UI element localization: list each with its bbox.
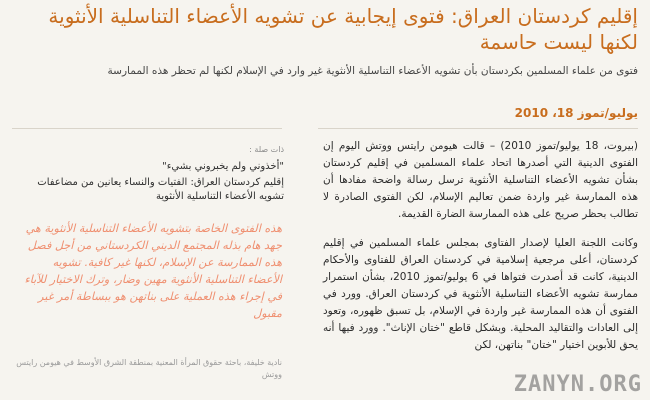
article-title: إقليم كردستان العراق: فتوى إيجابية عن تشويه الأعضاء التناسلية الأنثوية لكنها ليست حاسمة: [48, 4, 638, 54]
related-sidebar: [12, 144, 284, 206]
related-link-1[interactable]: "أخذوني ولم يخبروني بشيء": [162, 161, 284, 172]
body-paragraph-1: (بيروت، 18 يوليو/تموز 2010) – قالت هيومن رايتس ووتش اليوم إن الفتوى الدينية التي أصدرها اتحاد علماء المسلمين في إقليم كردستان بشأن تشويه الأعضاء التناسلية الأنثوية ترسل رسالة واضحة مفادها أن هذه الممارسة غير واردة ضمن تعاليم الإسلام، لكن الفتوى الصادرة لا تطالب بحظر صريح على هذه الممارسة الضارة القديمة.: [323, 140, 638, 220]
article-subtitle: فتوى من علماء المسلمين بكردستان بأن تشويه الأعضاء التناسلية الأنثوية غير وارد في الإسلام لكنها لم تحظر هذه الممارسة: [107, 65, 638, 77]
sidebar-divider: [12, 128, 282, 129]
body-paragraph-2: وكانت اللجنة العليا لإصدار الفتاوى بمجلس علماء المسلمين في إقليم كردستان، أعلى مرجعية إسلامية في كردستان العراق للفتاوى والأحكام الدينية، كانت قد أصدرت فتواها في 6 يوليو/تموز 2010، بشأن استمرار ممارسة تشويه الأعضاء التناسلية الأنثوية في كردستان العراق. وورد في الفتوى أن هذه الممارسة غير واردة في الإسلام، بل تسبق ظهوره، وتعود إلى العادات والتقاليد المحلية. وبشكل قاطع "ختان الإناث". وورد فيها أنه يحق للأبوين اختيار "ختان" بناتهن، لكن: [323, 237, 639, 351]
related-link-2[interactable]: إقليم كردستان العراق: الفتيات والنساء يعانين من مضاعفات تشويه الأعضاء التناسلية الأنثوية: [37, 177, 284, 202]
quote-caption: نادية خليفة، باحثة حقوق المرأة المعنية بمنطقة الشرق الأوسط في هيومن رايتس ووتش: [16, 358, 282, 379]
site-watermark: ZANYN.ORG: [513, 372, 642, 397]
related-label: ذات صلة :: [249, 145, 284, 154]
main-divider: [318, 128, 638, 129]
related-links: [12, 160, 284, 204]
article-date: يوليو/تموز 18، 2010: [514, 106, 638, 120]
pull-quote: هذه الفتوى الخاصة بتشويه الأعضاء التناسلية الأنثوية هي جهد هام بذله المجتمع الديني الكردستاني من أجل فصل هذه الممارسة عن الإسلام، لكنها غير كافية. تشويه الأعضاء التناسلية الأنثوية مهين وضار، وترك الاختيار للآباء في إجراء هذه العملية على بناتهن هو ببساطة أمر غير مقبول: [24, 222, 282, 320]
article-body: [323, 138, 638, 366]
